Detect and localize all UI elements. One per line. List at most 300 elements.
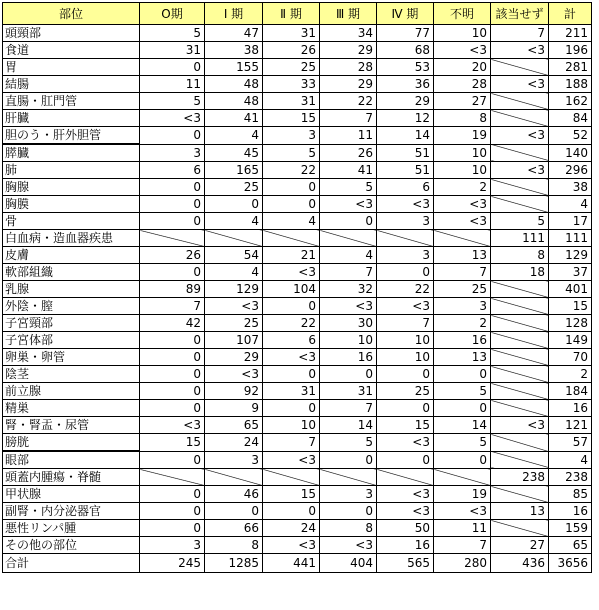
- value-cell: 77: [377, 25, 434, 42]
- value-cell: 85: [549, 486, 592, 503]
- value-cell: 184: [549, 383, 592, 400]
- site-label: その他の部位: [3, 537, 140, 554]
- value-cell: 0: [140, 503, 205, 520]
- value-cell: 0: [263, 503, 320, 520]
- table-row: [3, 213, 592, 230]
- value-cell: 29: [377, 93, 434, 110]
- value-cell: 10: [263, 417, 320, 434]
- table-row: [3, 127, 592, 145]
- value-cell: <3: [434, 213, 491, 230]
- value-cell: 33: [263, 76, 320, 93]
- value-cell: 92: [205, 383, 263, 400]
- table-row: [3, 349, 592, 366]
- value-cell: 11: [434, 520, 491, 537]
- not-applicable-cell: [491, 451, 549, 469]
- value-cell: 129: [549, 247, 592, 264]
- value-cell: 31: [320, 383, 377, 400]
- site-label: 食道: [3, 42, 140, 59]
- value-cell: 0: [263, 179, 320, 196]
- value-cell: 54: [205, 247, 263, 264]
- value-cell: 5: [434, 434, 491, 452]
- value-cell: 22: [377, 281, 434, 298]
- value-cell: 5: [140, 93, 205, 110]
- header-site: 部位: [3, 3, 140, 25]
- not-applicable-cell: [140, 230, 205, 247]
- table-row: [3, 264, 592, 281]
- table-row: [3, 383, 592, 400]
- table-row: [3, 196, 592, 213]
- not-applicable-cell: [491, 179, 549, 196]
- value-cell: <3: [377, 503, 434, 520]
- value-cell: 245: [140, 554, 205, 573]
- value-cell: 68: [377, 42, 434, 59]
- not-applicable-cell: [491, 59, 549, 76]
- value-cell: 51: [377, 162, 434, 179]
- table-body: [3, 25, 592, 573]
- value-cell: 7: [263, 434, 320, 452]
- value-cell: 1285: [205, 554, 263, 573]
- site-label: 軟部組織: [3, 264, 140, 281]
- site-label: 卵巣・卵管: [3, 349, 140, 366]
- value-cell: 296: [549, 162, 592, 179]
- value-cell: <3: [377, 196, 434, 213]
- value-cell: 7: [377, 315, 434, 332]
- value-cell: 5: [320, 434, 377, 452]
- table-row: [3, 520, 592, 537]
- site-label: 精巣: [3, 400, 140, 417]
- value-cell: 14: [320, 417, 377, 434]
- value-cell: 38: [549, 179, 592, 196]
- value-cell: <3: [205, 298, 263, 315]
- value-cell: 70: [549, 349, 592, 366]
- value-cell: 0: [140, 366, 205, 383]
- value-cell: 50: [377, 520, 434, 537]
- not-applicable-cell: [491, 281, 549, 298]
- value-cell: 16: [434, 332, 491, 349]
- site-label: 悪性リンパ腫: [3, 520, 140, 537]
- value-cell: 2: [434, 179, 491, 196]
- site-label: 白血病・造血器疾患: [3, 230, 140, 247]
- header-total: 計: [549, 3, 592, 25]
- value-cell: 3: [140, 144, 205, 162]
- value-cell: 66: [205, 520, 263, 537]
- site-label: 腎・腎盂・尿管: [3, 417, 140, 434]
- value-cell: 121: [549, 417, 592, 434]
- value-cell: <3: [377, 486, 434, 503]
- value-cell: 162: [549, 93, 592, 110]
- value-cell: 0: [140, 349, 205, 366]
- not-applicable-cell: [491, 332, 549, 349]
- value-cell: 8: [320, 520, 377, 537]
- value-cell: 57: [549, 434, 592, 452]
- value-cell: <3: [377, 434, 434, 452]
- value-cell: 7: [491, 25, 549, 42]
- value-cell: 0: [140, 179, 205, 196]
- not-applicable-cell: [491, 196, 549, 213]
- value-cell: 10: [377, 332, 434, 349]
- value-cell: 24: [205, 434, 263, 452]
- value-cell: 15: [263, 486, 320, 503]
- value-cell: 436: [491, 554, 549, 573]
- value-cell: 129: [205, 281, 263, 298]
- site-label: 肺: [3, 162, 140, 179]
- value-cell: 25: [263, 59, 320, 76]
- not-applicable-cell: [377, 469, 434, 486]
- value-cell: 4: [320, 247, 377, 264]
- value-cell: <3: [263, 264, 320, 281]
- value-cell: 5: [491, 213, 549, 230]
- value-cell: 5: [320, 179, 377, 196]
- value-cell: 48: [205, 93, 263, 110]
- value-cell: <3: [491, 417, 549, 434]
- not-applicable-cell: [140, 469, 205, 486]
- value-cell: 155: [205, 59, 263, 76]
- value-cell: 10: [434, 162, 491, 179]
- value-cell: 104: [263, 281, 320, 298]
- not-applicable-cell: [263, 469, 320, 486]
- value-cell: 25: [434, 281, 491, 298]
- value-cell: 17: [549, 213, 592, 230]
- not-applicable-cell: [491, 366, 549, 383]
- value-cell: 8: [434, 110, 491, 127]
- value-cell: 128: [549, 315, 592, 332]
- value-cell: 4: [549, 451, 592, 469]
- value-cell: 401: [549, 281, 592, 298]
- value-cell: 11: [320, 127, 377, 145]
- value-cell: 0: [140, 264, 205, 281]
- table-row: [3, 503, 592, 520]
- value-cell: 0: [205, 503, 263, 520]
- value-cell: 3: [140, 537, 205, 554]
- value-cell: <3: [320, 196, 377, 213]
- value-cell: 4: [205, 264, 263, 281]
- value-cell: <3: [263, 349, 320, 366]
- value-cell: 188: [549, 76, 592, 93]
- value-cell: 107: [205, 332, 263, 349]
- value-cell: 159: [549, 520, 592, 537]
- site-label: 子宮体部: [3, 332, 140, 349]
- value-cell: 15: [140, 434, 205, 452]
- site-label: 結腸: [3, 76, 140, 93]
- site-label: 肝臓: [3, 110, 140, 127]
- value-cell: 3: [205, 451, 263, 469]
- site-label: 直腸・肛門管: [3, 93, 140, 110]
- cancer-stage-table-container: [2, 2, 592, 573]
- value-cell: 165: [205, 162, 263, 179]
- value-cell: <3: [434, 42, 491, 59]
- value-cell: 25: [205, 315, 263, 332]
- site-label: 頭蓋内腫瘍・脊髄: [3, 469, 140, 486]
- value-cell: 19: [434, 486, 491, 503]
- value-cell: 16: [320, 349, 377, 366]
- value-cell: 5: [434, 383, 491, 400]
- value-cell: 15: [549, 298, 592, 315]
- value-cell: 26: [263, 42, 320, 59]
- value-cell: <3: [263, 537, 320, 554]
- value-cell: 28: [434, 76, 491, 93]
- value-cell: 19: [434, 127, 491, 145]
- value-cell: 20: [434, 59, 491, 76]
- value-cell: 31: [263, 383, 320, 400]
- table-row: [3, 332, 592, 349]
- site-label: 胃: [3, 59, 140, 76]
- value-cell: 22: [263, 315, 320, 332]
- value-cell: 8: [205, 537, 263, 554]
- value-cell: 14: [377, 127, 434, 145]
- not-applicable-cell: [491, 400, 549, 417]
- value-cell: 12: [377, 110, 434, 127]
- site-label: 子宮頸部: [3, 315, 140, 332]
- value-cell: 0: [140, 451, 205, 469]
- value-cell: 51: [377, 144, 434, 162]
- table-row: [3, 230, 592, 247]
- value-cell: 25: [377, 383, 434, 400]
- not-applicable-cell: [491, 520, 549, 537]
- value-cell: 211: [549, 25, 592, 42]
- value-cell: 6: [140, 162, 205, 179]
- value-cell: 41: [320, 162, 377, 179]
- value-cell: 31: [263, 93, 320, 110]
- not-applicable-cell: [491, 110, 549, 127]
- value-cell: 10: [377, 349, 434, 366]
- value-cell: 0: [140, 196, 205, 213]
- value-cell: 0: [377, 451, 434, 469]
- table-row: [3, 59, 592, 76]
- value-cell: <3: [377, 298, 434, 315]
- header-unknown: 不明: [434, 3, 491, 25]
- value-cell: 7: [434, 537, 491, 554]
- value-cell: 4: [549, 196, 592, 213]
- value-cell: 45: [205, 144, 263, 162]
- value-cell: 111: [491, 230, 549, 247]
- table-row: [3, 42, 592, 59]
- value-cell: <3: [320, 298, 377, 315]
- value-cell: 0: [140, 400, 205, 417]
- value-cell: 22: [263, 162, 320, 179]
- value-cell: 16: [377, 537, 434, 554]
- value-cell: 3: [320, 486, 377, 503]
- value-cell: 65: [205, 417, 263, 434]
- value-cell: 2: [549, 366, 592, 383]
- value-cell: 3: [377, 213, 434, 230]
- value-cell: <3: [205, 366, 263, 383]
- not-applicable-cell: [491, 383, 549, 400]
- not-applicable-cell: [320, 230, 377, 247]
- table-row: [3, 366, 592, 383]
- value-cell: 0: [140, 332, 205, 349]
- value-cell: 404: [320, 554, 377, 573]
- not-applicable-cell: [491, 434, 549, 452]
- header-stage-1: Ⅰ 期: [205, 3, 263, 25]
- value-cell: 0: [263, 298, 320, 315]
- header-stage-0: O期: [140, 3, 205, 25]
- value-cell: 280: [434, 554, 491, 573]
- value-cell: 3: [377, 247, 434, 264]
- value-cell: <3: [491, 127, 549, 145]
- value-cell: 441: [263, 554, 320, 573]
- value-cell: 8: [491, 247, 549, 264]
- value-cell: 27: [434, 93, 491, 110]
- value-cell: 10: [320, 332, 377, 349]
- value-cell: 29: [320, 42, 377, 59]
- value-cell: 0: [320, 213, 377, 230]
- not-applicable-cell: [491, 486, 549, 503]
- value-cell: 11: [140, 76, 205, 93]
- table-row: [3, 25, 592, 42]
- value-cell: 31: [140, 42, 205, 59]
- site-label: 陰茎: [3, 366, 140, 383]
- table-row: [3, 315, 592, 332]
- value-cell: 84: [549, 110, 592, 127]
- value-cell: 10: [434, 144, 491, 162]
- value-cell: 37: [549, 264, 592, 281]
- value-cell: 15: [263, 110, 320, 127]
- value-cell: 34: [320, 25, 377, 42]
- value-cell: 0: [320, 451, 377, 469]
- site-label: 膵臓: [3, 144, 140, 162]
- value-cell: 16: [549, 503, 592, 520]
- value-cell: 42: [140, 315, 205, 332]
- site-label: 眼部: [3, 451, 140, 469]
- table-row: [3, 298, 592, 315]
- value-cell: 24: [263, 520, 320, 537]
- value-cell: 89: [140, 281, 205, 298]
- table-row: [3, 469, 592, 486]
- value-cell: 0: [140, 486, 205, 503]
- value-cell: 47: [205, 25, 263, 42]
- value-cell: 27: [491, 537, 549, 554]
- value-cell: 5: [140, 25, 205, 42]
- value-cell: 21: [263, 247, 320, 264]
- value-cell: 7: [140, 298, 205, 315]
- value-cell: <3: [434, 196, 491, 213]
- value-cell: 29: [205, 349, 263, 366]
- value-cell: <3: [140, 110, 205, 127]
- value-cell: 0: [434, 400, 491, 417]
- value-cell: 0: [377, 264, 434, 281]
- not-applicable-cell: [205, 230, 263, 247]
- value-cell: 0: [320, 503, 377, 520]
- value-cell: 565: [377, 554, 434, 573]
- value-cell: 18: [491, 264, 549, 281]
- not-applicable-cell: [491, 144, 549, 162]
- table-row: [3, 400, 592, 417]
- value-cell: 48: [205, 76, 263, 93]
- value-cell: <3: [263, 451, 320, 469]
- site-label: 乳腺: [3, 281, 140, 298]
- table-row: [3, 537, 592, 554]
- value-cell: 22: [320, 93, 377, 110]
- value-cell: 29: [320, 76, 377, 93]
- table-row: [3, 76, 592, 93]
- value-cell: 26: [320, 144, 377, 162]
- value-cell: 13: [434, 247, 491, 264]
- not-applicable-cell: [491, 298, 549, 315]
- value-cell: 53: [377, 59, 434, 76]
- value-cell: 38: [205, 42, 263, 59]
- value-cell: 13: [434, 349, 491, 366]
- value-cell: 238: [491, 469, 549, 486]
- value-cell: 41: [205, 110, 263, 127]
- not-applicable-cell: [434, 230, 491, 247]
- value-cell: <3: [140, 417, 205, 434]
- header-not-applicable: 該当せず: [491, 3, 549, 25]
- value-cell: 0: [140, 383, 205, 400]
- value-cell: 10: [434, 25, 491, 42]
- table-row: [3, 434, 592, 452]
- value-cell: 25: [205, 179, 263, 196]
- value-cell: 30: [320, 315, 377, 332]
- site-label: 副腎・内分泌器官: [3, 503, 140, 520]
- value-cell: 32: [320, 281, 377, 298]
- value-cell: 0: [377, 400, 434, 417]
- value-cell: 14: [434, 417, 491, 434]
- header-stage-2: Ⅱ 期: [263, 3, 320, 25]
- value-cell: 111: [549, 230, 592, 247]
- value-cell: 196: [549, 42, 592, 59]
- not-applicable-cell: [491, 315, 549, 332]
- value-cell: 0: [434, 366, 491, 383]
- value-cell: 65: [549, 537, 592, 554]
- not-applicable-cell: [320, 469, 377, 486]
- cancer-stage-table: [2, 2, 592, 573]
- value-cell: 4: [205, 127, 263, 145]
- value-cell: 7: [320, 400, 377, 417]
- total-row: [3, 554, 592, 573]
- header-row: [3, 3, 592, 25]
- value-cell: 3656: [549, 554, 592, 573]
- value-cell: 0: [263, 196, 320, 213]
- value-cell: 0: [140, 59, 205, 76]
- header-stage-4: Ⅳ 期: [377, 3, 434, 25]
- value-cell: 4: [205, 213, 263, 230]
- value-cell: <3: [320, 537, 377, 554]
- value-cell: <3: [491, 76, 549, 93]
- value-cell: 0: [263, 366, 320, 383]
- not-applicable-cell: [434, 469, 491, 486]
- value-cell: 6: [377, 179, 434, 196]
- value-cell: 2: [434, 315, 491, 332]
- table-row: [3, 451, 592, 469]
- site-label: 前立腺: [3, 383, 140, 400]
- site-label: 膀胱: [3, 434, 140, 452]
- value-cell: <3: [434, 503, 491, 520]
- value-cell: 149: [549, 332, 592, 349]
- table-row: [3, 110, 592, 127]
- value-cell: 0: [140, 213, 205, 230]
- value-cell: 0: [205, 196, 263, 213]
- value-cell: <3: [491, 162, 549, 179]
- site-label: 胸膜: [3, 196, 140, 213]
- table-row: [3, 247, 592, 264]
- value-cell: 0: [140, 520, 205, 537]
- not-applicable-cell: [263, 230, 320, 247]
- value-cell: 0: [140, 127, 205, 145]
- value-cell: 9: [205, 400, 263, 417]
- not-applicable-cell: [491, 349, 549, 366]
- table-row: [3, 417, 592, 434]
- site-label: 合計: [3, 554, 140, 573]
- table-row: [3, 179, 592, 196]
- table-row: [3, 162, 592, 179]
- value-cell: 13: [491, 503, 549, 520]
- value-cell: 281: [549, 59, 592, 76]
- value-cell: 3: [263, 127, 320, 145]
- value-cell: 4: [263, 213, 320, 230]
- value-cell: 7: [320, 110, 377, 127]
- value-cell: 238: [549, 469, 592, 486]
- not-applicable-cell: [491, 93, 549, 110]
